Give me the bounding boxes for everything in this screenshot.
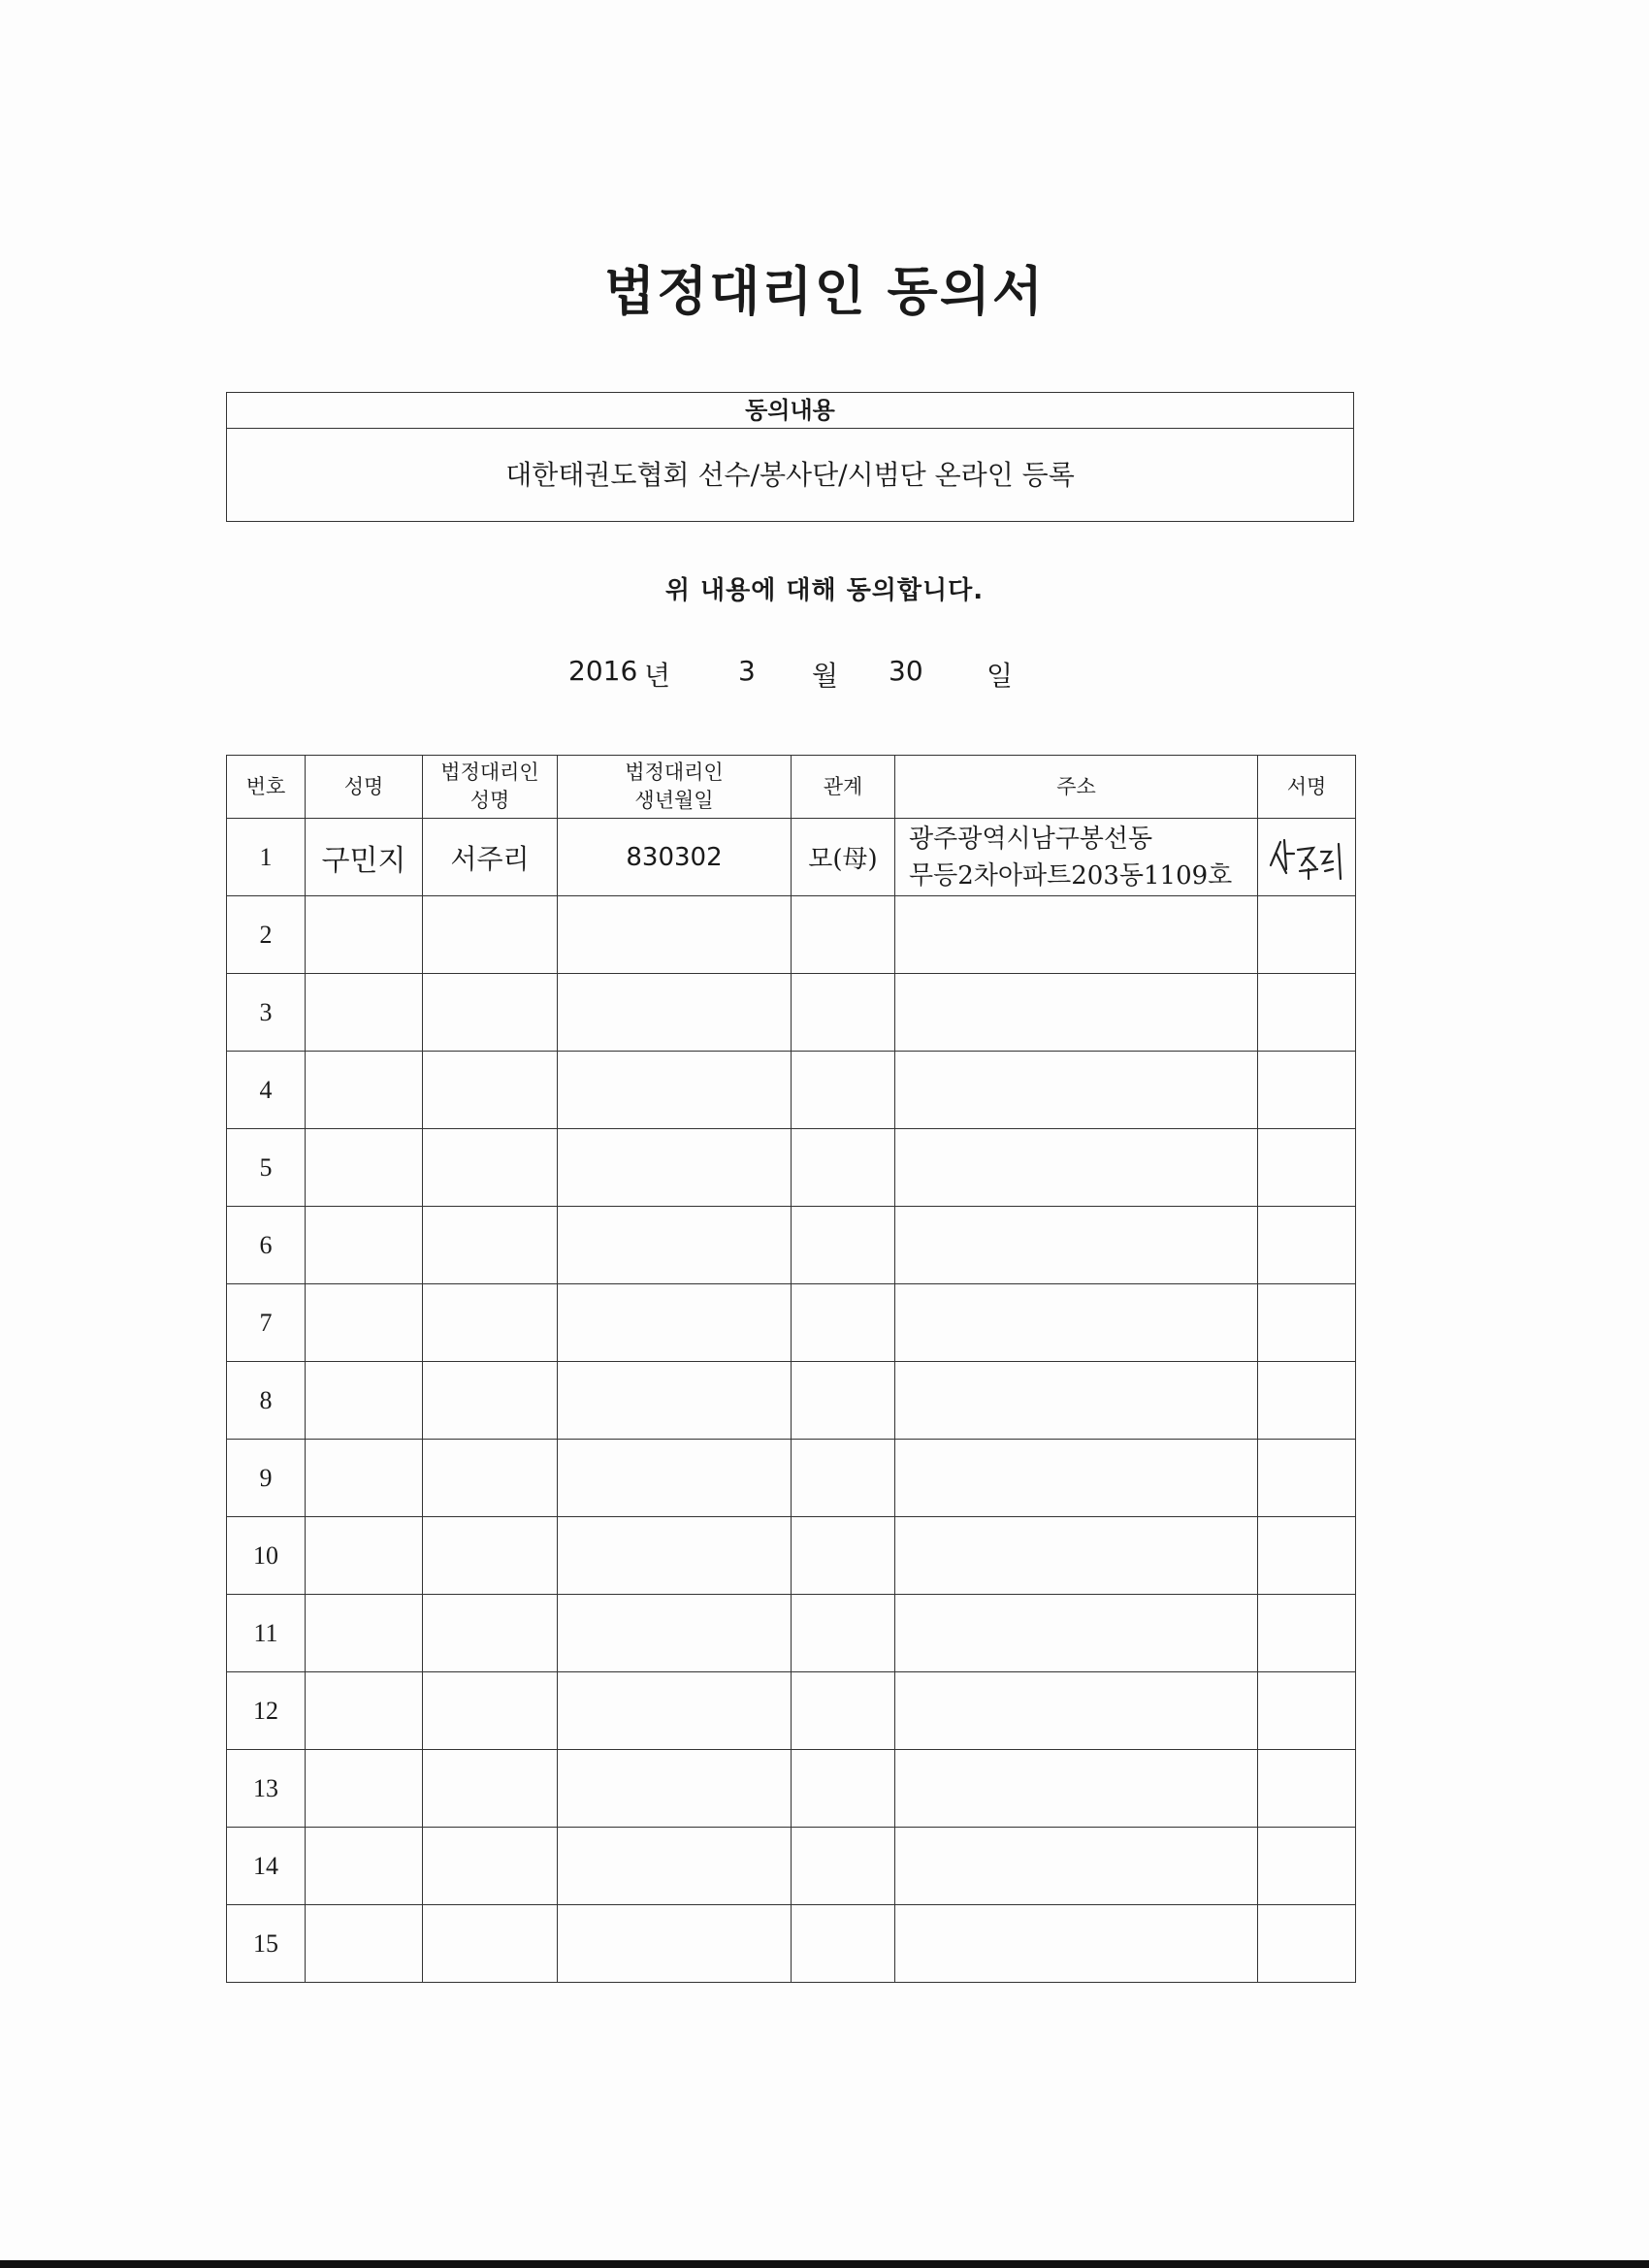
cell-signature [1258,1672,1356,1750]
agree-statement: 위 내용에 대해 동의합니다. [664,576,985,605]
cell-address [895,974,1258,1052]
cell-name [306,896,423,974]
cell-relation [792,1828,895,1905]
scan-bottom-edge [0,2260,1649,2268]
cell-name [306,1284,423,1362]
table-row [227,1905,1356,1983]
document-title: 법정대리인 동의서 [603,261,1046,322]
cell-rep-birth [558,1052,792,1129]
cell-name [306,1750,423,1828]
cell-name [306,1207,423,1284]
cell-signature [1258,1207,1356,1284]
cell-rep-birth [558,896,792,974]
table-header-row [227,756,1356,819]
header-relation: 관계 [792,756,895,819]
cell-address [895,1440,1258,1517]
cell-no: 5 [227,1129,306,1207]
cell-address [895,819,1258,896]
cell-relation [792,896,895,974]
cell-no: 7 [227,1284,306,1362]
cell-signature [1258,819,1356,896]
cell-signature [1258,1284,1356,1362]
cell-relation [792,1750,895,1828]
handwritten-signature [1263,828,1350,887]
cell-rep-birth [558,1672,792,1750]
date-day: 30 [889,655,923,687]
cell-no: 4 [227,1052,306,1129]
cell-address [895,1672,1258,1750]
consent-header: 동의내용 [227,393,1353,429]
cell-address [895,1129,1258,1207]
cell-signature [1258,1595,1356,1672]
cell-no: 14 [227,1828,306,1905]
cell-signature [1258,1362,1356,1440]
cell-signature [1258,974,1356,1052]
cell-name [306,1129,423,1207]
cell-no: 8 [227,1362,306,1440]
cell-rep-birth [558,1750,792,1828]
cell-address [895,1517,1258,1595]
cell-signature [1258,1905,1356,1983]
cell-name: 구민지 [306,819,423,896]
cell-rep-name: 서주리 [423,819,558,896]
consent-box [226,392,1354,522]
cell-rep-name [423,1517,558,1595]
header-address: 주소 [895,756,1258,819]
cell-no: 9 [227,1440,306,1517]
header-rep-name [423,756,558,819]
cell-rep-birth [558,1129,792,1207]
cell-rep-name [423,1750,558,1828]
cell-rep-birth [558,974,792,1052]
cell-signature [1258,1750,1356,1828]
cell-name [306,1440,423,1517]
cell-rep-name [423,1905,558,1983]
header-rep-birth [558,756,792,819]
cell-name [306,1595,423,1672]
table-row [227,1052,1356,1129]
cell-signature [1258,1129,1356,1207]
cell-relation [792,1052,895,1129]
cell-rep-name [423,1362,558,1440]
cell-name [306,1362,423,1440]
table-row [227,974,1356,1052]
cell-no: 3 [227,974,306,1052]
cell-relation [792,974,895,1052]
consent-body: 대한태권도협회 선수/봉사단/시범단 온라인 등록 [505,459,1075,491]
cell-rep-birth [558,1828,792,1905]
cell-rep-birth [558,1362,792,1440]
cell-no: 6 [227,1207,306,1284]
header-signature: 서명 [1258,756,1356,819]
cell-relation [792,1362,895,1440]
cell-name [306,974,423,1052]
cell-signature [1258,1440,1356,1517]
cell-rep-name [423,1440,558,1517]
cell-name [306,1672,423,1750]
cell-address [895,1828,1258,1905]
date-day-unit: 일 [986,660,1014,692]
cell-address [895,896,1258,974]
cell-relation: 모(母) [792,819,895,896]
cell-relation [792,1440,895,1517]
cell-relation [792,1595,895,1672]
cell-no: 10 [227,1517,306,1595]
table-row [227,1595,1356,1672]
cell-name [306,1905,423,1983]
table-row [227,1517,1356,1595]
table-row [227,819,1356,896]
cell-relation [792,1905,895,1983]
table-row [227,1828,1356,1905]
cell-rep-birth [558,1595,792,1672]
cell-rep-birth [558,1284,792,1362]
header-name: 성명 [306,756,423,819]
cell-rep-name [423,1284,558,1362]
address-line1: 광주광역시남구봉선동 [909,824,1153,854]
table-row [227,1207,1356,1284]
cell-relation [792,1672,895,1750]
cell-name [306,1052,423,1129]
cell-relation [792,1207,895,1284]
header-no: 번호 [227,756,306,819]
cell-no: 11 [227,1595,306,1672]
header-rep-name-line1: 법정대리인 [440,761,539,784]
cell-signature [1258,1517,1356,1595]
cell-address [895,1905,1258,1983]
cell-rep-name [423,1672,558,1750]
date-month: 3 [738,655,756,687]
cell-rep-name [423,974,558,1052]
cell-rep-name [423,1052,558,1129]
cell-no: 15 [227,1905,306,1983]
cell-no: 2 [227,896,306,974]
cell-signature [1258,1052,1356,1129]
cell-rep-birth [558,1440,792,1517]
header-rep-birth-line2: 생년월일 [634,789,714,812]
table-row [227,1440,1356,1517]
cell-address [895,1362,1258,1440]
representative-table [226,755,1356,1983]
address-line2: 무등2차아파트203동1109호 [909,860,1233,891]
cell-rep-birth [558,1905,792,1983]
cell-relation [792,1129,895,1207]
cell-no: 1 [227,819,306,896]
cell-signature [1258,1828,1356,1905]
cell-signature [1258,896,1356,974]
table-row [227,1284,1356,1362]
table-row [227,1129,1356,1207]
cell-rep-birth [558,1517,792,1595]
table-row [227,1750,1356,1828]
cell-rep-name [423,1207,558,1284]
cell-no: 13 [227,1750,306,1828]
cell-name [306,1517,423,1595]
date-month-unit: 월 [812,660,839,692]
cell-rep-birth: 830302 [558,819,792,896]
cell-address [895,1284,1258,1362]
table-row [227,1672,1356,1750]
cell-rep-name [423,1129,558,1207]
cell-relation [792,1284,895,1362]
header-rep-name-line2: 성명 [469,789,510,812]
table-body [227,819,1356,1983]
cell-name [306,1828,423,1905]
cell-relation [792,1517,895,1595]
cell-no: 12 [227,1672,306,1750]
date-year-unit: 년 [644,660,671,692]
cell-address [895,1052,1258,1129]
table-row [227,896,1356,974]
cell-rep-birth [558,1207,792,1284]
cell-rep-name [423,1595,558,1672]
cell-address [895,1207,1258,1284]
date-year: 2016 [568,655,638,687]
table-row [227,1362,1356,1440]
cell-address [895,1750,1258,1828]
cell-rep-name [423,1828,558,1905]
cell-rep-name [423,896,558,974]
header-rep-birth-line1: 법정대리인 [625,761,724,784]
cell-address [895,1595,1258,1672]
